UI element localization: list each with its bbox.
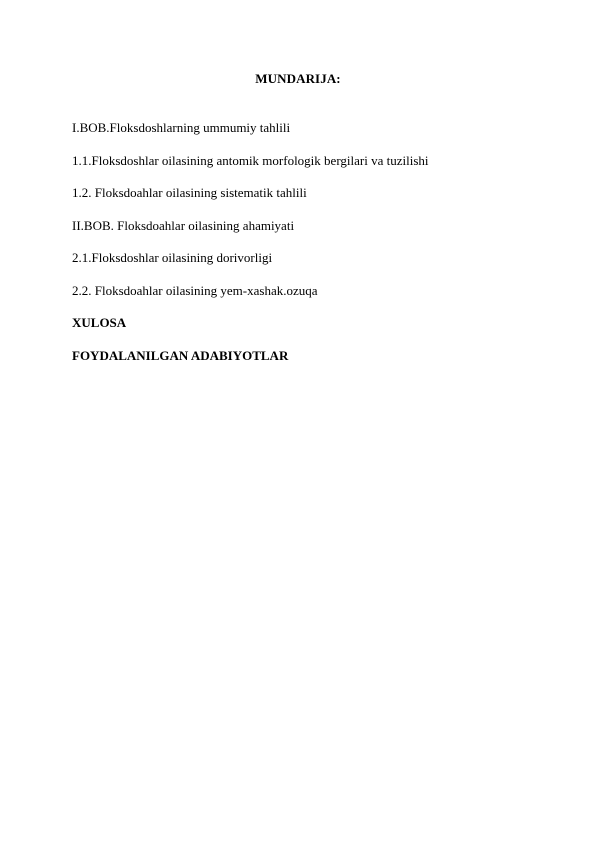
toc-entry-section-1-1: 1.1.Floksdoshlar oilasining antomik morfologik bergilari va tuzilishi — [72, 152, 429, 168]
toc-entry-section-2-2: 2.2. Floksdoahlar oilasining yem-xashak.ozuqa — [72, 282, 318, 298]
table-of-contents — [72, 120, 552, 380]
toc-entry-conclusion: XULOSA — [72, 315, 127, 330]
toc-entry-references: FOYDALANILGAN ADABIYOTLAR — [72, 347, 289, 363]
toc-entry-chapter-1: I.BOB.Floksdoshlarning ummumiy tahlili — [72, 120, 291, 135]
page-title: MUNDARIJA: — [255, 71, 341, 86]
toc-entry-section-1-2: 1.2. Floksdoahlar oilasining sistematik tahlili — [72, 185, 307, 200]
toc-entry-chapter-2: II.BOB. Floksdoahlar oilasining ahamiyati — [72, 217, 295, 233]
toc-entry-section-2-1: 2.1.Floksdoshlar oilasining dorivorligi — [72, 250, 273, 265]
